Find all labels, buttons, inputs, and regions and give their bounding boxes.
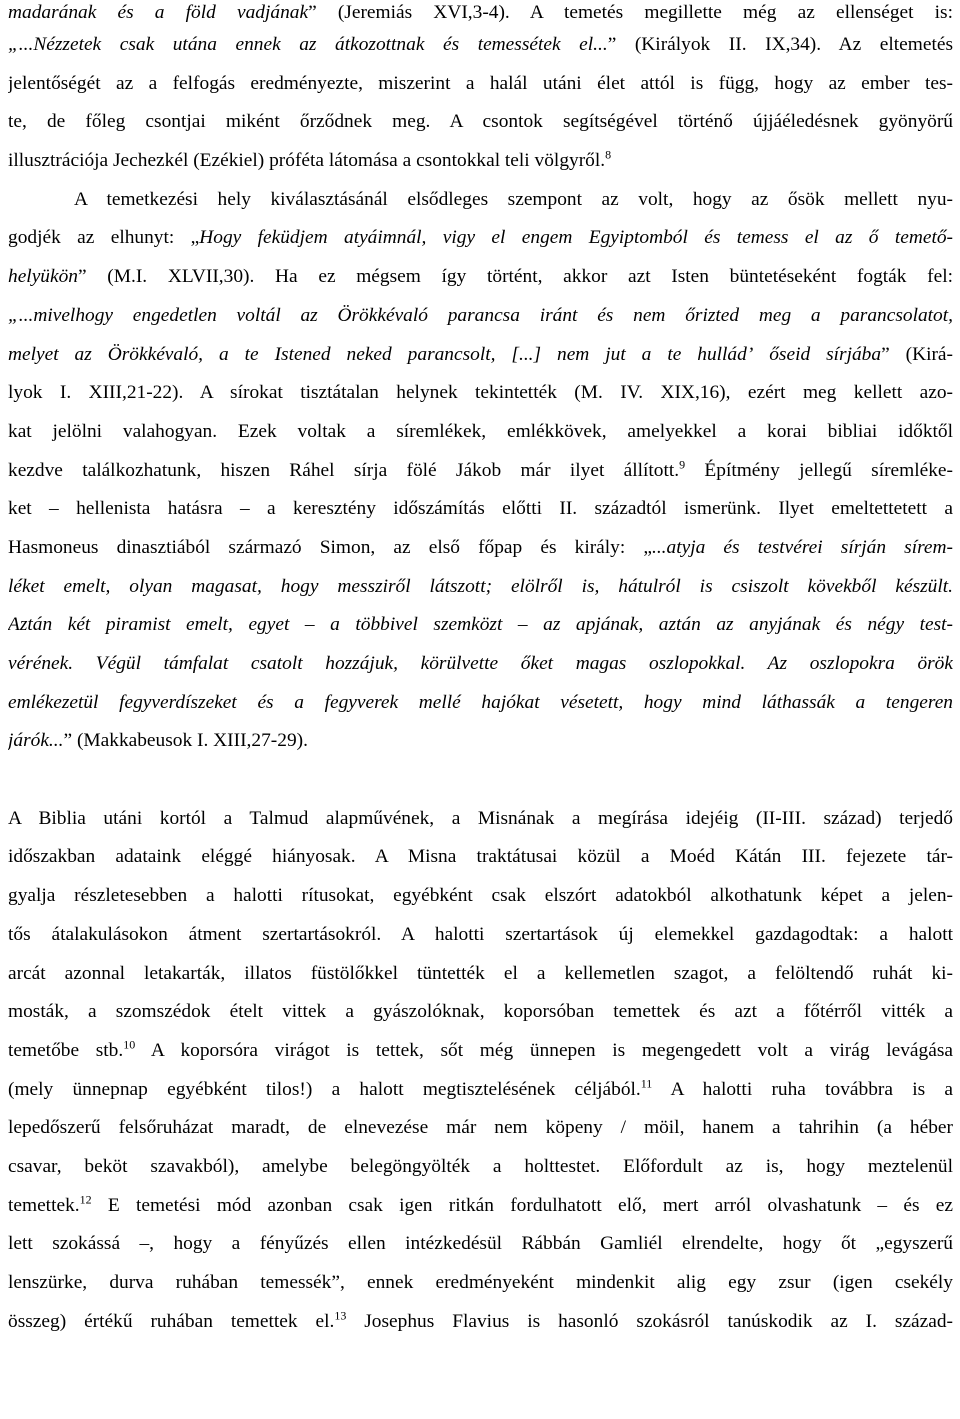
body-text: mosták, a szomszédok ételt vittek a gyászolóknak, koporsóban temettek és azt a főtérről vitték a xyxy=(8,1001,953,1023)
body-text: jelentőségét az a felfogás eredményezte, miszerint a halál utáni élet attól is függ, hogy az ember tes- xyxy=(8,72,953,94)
body-text: ” (M.I. XLVII,30). Ha ez mégsem így történt, akkor azt Isten büntetéseként fogták fel: xyxy=(78,266,953,288)
quote-text: „...Nézzetek csak utána ennek az átkozottnak és temessétek el... xyxy=(8,34,608,55)
body-text: A koporsóra virágot is tettek, sőt még ünnepen is megengedett volt a virág levágása xyxy=(135,1039,953,1061)
quote-text: léket emelt, olyan magasat, hogy messziről látszott; elölről is, hátulról is csiszolt kövekből készült. xyxy=(8,575,953,597)
text-line xyxy=(8,1303,953,1342)
body-text: illusztrációja Jechezkél (Ezékiel) próféta látomása a csontokkal teli völgyről. xyxy=(8,150,606,172)
text-line xyxy=(8,452,953,491)
text-line xyxy=(8,877,953,916)
body-text: tős átalakulásokon átment szertartásokról. A halotti szertartások új elemekkel gazdagodtak: a halott xyxy=(8,923,953,945)
paragraph-gap xyxy=(8,761,953,800)
text-line xyxy=(8,336,953,375)
text-line xyxy=(8,529,953,568)
body-text: lett szokássá –, hogy a fényűzés ellen intézkedésül Rábbán Gamliél elrendelte, hogy őt „egyszerű xyxy=(8,1233,953,1255)
body-text: ” (Kirá- xyxy=(881,343,953,365)
body-text: ket – hellenista hatásra – a keresztény időszámítás előtti II. századtól ismerünk. Ilyet emeltettetett a xyxy=(8,498,953,520)
quote-text: melyet az Örökkévaló, a te Istened neked parancsolt, [...] nem jut a te hulládʼ őseid sírjába xyxy=(8,343,882,365)
text-line xyxy=(8,838,953,877)
quote-text: emlékezetül fegyverdíszeket és a fegyverek mellé hajókat vésetett, hogy mind láthassák a tengeren xyxy=(8,691,953,713)
body-text: lepedőszerű felsőruházat maradt, de elnevezése már nem köpeny / möil, hanem a tahrihin (a héber xyxy=(8,1117,953,1139)
body-text: godjék az elhunyt: „ xyxy=(8,227,200,249)
body-text: csavar, beköt szavakból), amelybe belegöngyölték a holttestet. Előfordult az is, hogy meztelenül xyxy=(8,1155,953,1177)
quote-text: „...mivelhogy engedetlen voltál az Örökkévaló parancsa iránt és nem őrizted meg a parancsolatot, xyxy=(8,304,953,326)
text-line xyxy=(8,1264,953,1303)
quote-text: vérének. Végül támfalat csatolt hozzájuk, körülvette őket magas oszlopokkal. Az oszlopokra örök xyxy=(8,653,953,674)
text-line xyxy=(8,568,953,607)
body-text: Hasmoneus dinasztiából származó Simon, az első főpap és király: „ xyxy=(8,536,652,558)
text-line xyxy=(8,1109,953,1148)
body-text: ” (Jeremiás XVI,3-4). A temetés megillette még az ellenséget is: xyxy=(308,2,953,23)
text-line xyxy=(8,219,953,258)
body-text: ” (Makkabeusok I. XIII,27-29). xyxy=(63,730,308,752)
quote-text: Aztán két piramist emelt, egyet – a többivel szemközt – az apjának, aztán az anyjának és négy test- xyxy=(8,614,953,636)
text-line xyxy=(8,722,953,761)
body-text: A temetkezési hely kiválasztásánál elsődleges szempont az volt, hogy az ősök mellett nyu- xyxy=(74,188,953,210)
text-line xyxy=(8,645,953,684)
body-text: időszakban adataink eléggé hiányosak. A Misna traktátusai közül a Moéd Kátán III. fejezete tár- xyxy=(8,846,953,868)
body-text: Építmény jellegű síremléke- xyxy=(685,459,953,481)
text-line xyxy=(8,800,953,839)
text-line xyxy=(8,26,953,65)
text-line xyxy=(8,606,953,645)
body-text: Josephus Flavius is hasonló szokásról tanúskodik az I. század- xyxy=(346,1310,953,1332)
text-line xyxy=(8,1148,953,1187)
body-text: kezdve találkozhatunk, hiszen Ráhel sírja fölé Jákob már ilyet állított. xyxy=(8,459,680,481)
footnote-ref: 9 xyxy=(679,457,686,472)
body-text: A Biblia utáni kortól a Talmud alapművének, a Misnának a megírása idejéig (II-III. század) terjedő xyxy=(8,807,953,829)
body-text: összeg) értékű ruhában temettek el. xyxy=(8,1310,335,1332)
text-line xyxy=(8,103,953,142)
body-text: (mely ünnepnap egyébként tilos!) a halott megtisztelésének céljából. xyxy=(8,1078,641,1100)
quote-text: ...atyja és testvérei sírján sírem- xyxy=(651,536,953,558)
text-line xyxy=(8,993,953,1032)
body-text: gyalja részletesebben a halotti rítusokat, egyébként csak elszórt adatokból alkothatunk képet a jelen- xyxy=(8,885,953,907)
text-line xyxy=(8,374,953,413)
text-line xyxy=(8,413,953,452)
quote-text: Hogy feküdjem atyáimnál, vigy el engem Egyiptomból és temess el az ő temető- xyxy=(199,227,953,249)
text-line xyxy=(8,181,953,220)
body-text: A halotti ruha továbbra is a xyxy=(652,1078,953,1100)
text-line xyxy=(8,297,953,336)
footnote-ref: 10 xyxy=(123,1037,136,1052)
body-text: temettek. xyxy=(8,1194,80,1216)
body-text: ” (Királyok II. IX,34). Az eltemetés xyxy=(607,34,953,55)
text-line xyxy=(8,490,953,529)
text-line xyxy=(8,916,953,955)
text-line xyxy=(8,1225,953,1264)
quote-text: madarának és a föld vadjának xyxy=(8,2,309,23)
body-text: arcát azonnal letakarták, illatos füstölőkkel tüntették el a kellemetlen szagot, a felöltendő ruhát ki- xyxy=(8,962,953,984)
footnote-ref: 8 xyxy=(605,147,612,162)
footnote-ref: 11 xyxy=(640,1076,653,1091)
body-text: te, de főleg csontjai miként őrződnek meg. A csontok segítségével történő újjáéledésnek gyönyörű xyxy=(8,111,953,133)
text-line xyxy=(8,0,953,26)
text-line xyxy=(8,955,953,994)
quote-text: helyükön xyxy=(8,266,78,288)
body-text: lyok I. XIII,21-22). A sírokat tisztátalan helynek tekintették (M. IV. XIX,16), ezért meg kellett azo- xyxy=(8,382,953,404)
body-text: E temetési mód azonban csak igen ritkán fordulhatott elő, mert arról olvashatunk – és ez xyxy=(91,1194,953,1216)
text-line xyxy=(8,1187,953,1226)
text-line xyxy=(8,1032,953,1071)
text-line xyxy=(8,684,953,723)
body-text: kat jelölni valahogyan. Ezek voltak a síremlékek, emlékkövek, amelyekkel a korai bibliai időktől xyxy=(8,420,953,442)
text-line xyxy=(8,1071,953,1110)
text-line xyxy=(8,258,953,297)
body-text: lenszürke, durva ruhában temessék”, ennek eredményeként mindenkit alig egy zsur (igen csekély xyxy=(8,1272,953,1293)
footnote-ref: 13 xyxy=(334,1308,347,1323)
body-text: temetőbe stb. xyxy=(8,1039,124,1061)
footnote-ref: 12 xyxy=(79,1192,92,1207)
quote-text: járók... xyxy=(8,730,64,752)
text-line xyxy=(8,142,953,181)
text-line xyxy=(8,65,953,104)
